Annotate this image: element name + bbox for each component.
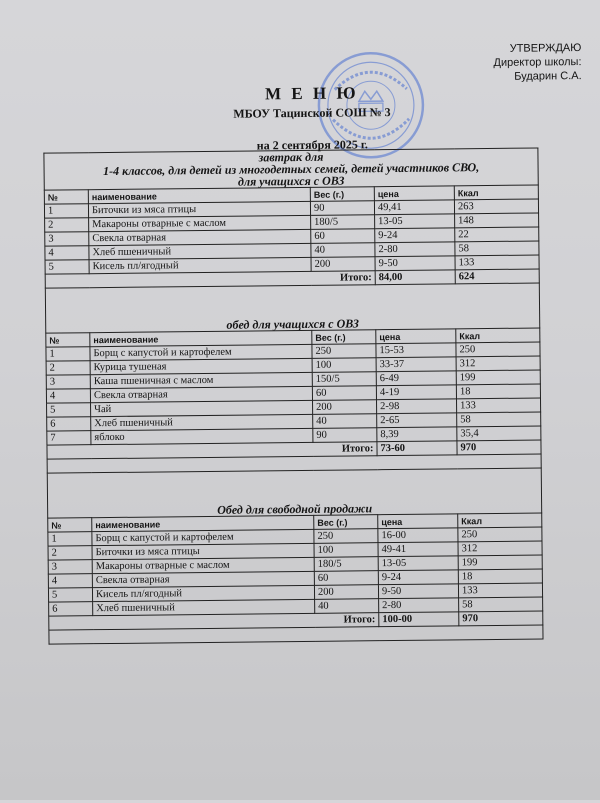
section-title-line: обед для учащихся с ОВЗ — [45, 283, 539, 333]
cell-num: 2 — [48, 546, 92, 560]
cell-kcal: 133 — [455, 255, 539, 270]
cell-name: Борщ с капустой и картофелем — [90, 344, 312, 360]
total-kcal: 624 — [455, 269, 539, 284]
school-name: МБОУ Тацинской СОШ № 3 — [233, 105, 391, 121]
cell-name: Курица тушеная — [90, 358, 312, 374]
cell-price: 13-05 — [378, 556, 458, 571]
cell-name: Борщ с капустой и картофелем — [92, 529, 314, 545]
cell-kcal: 58 — [459, 597, 543, 612]
cell-weight: 60 — [314, 571, 378, 586]
col-weight: Вес (г.) — [312, 330, 376, 345]
cell-price: 9-50 — [375, 256, 455, 271]
cell-price: 49-41 — [378, 542, 458, 557]
cell-weight: 250 — [314, 529, 378, 544]
cell-weight: 250 — [312, 344, 376, 359]
col-num: № — [48, 518, 92, 532]
cell-kcal: 22 — [455, 227, 539, 242]
cell-num: 7 — [47, 431, 91, 445]
cell-name: Свекла отварная — [90, 386, 312, 402]
cell-num: 1 — [46, 347, 90, 361]
cell-name: Каша пшеничная с маслом — [90, 372, 312, 388]
cell-kcal: 18 — [456, 384, 540, 399]
cell-weight: 180/5 — [311, 215, 375, 230]
col-price: цена — [374, 186, 454, 201]
cell-price: 15-53 — [376, 343, 456, 358]
cell-num: 5 — [47, 403, 91, 417]
cell-weight: 200 — [313, 400, 377, 415]
cell-price: 33-37 — [376, 357, 456, 372]
cell-num: 5 — [45, 260, 89, 274]
total-price: 100-00 — [379, 612, 459, 627]
cell-price: 4-19 — [376, 385, 456, 400]
cell-price: 9-24 — [378, 570, 458, 585]
approval-name: Бударин С.А. — [514, 70, 582, 83]
cell-num: 1 — [48, 532, 92, 546]
col-price: цена — [376, 329, 456, 344]
cell-weight: 100 — [312, 358, 376, 373]
col-num: № — [44, 190, 88, 204]
approval-block — [451, 41, 581, 84]
cell-kcal: 312 — [458, 541, 542, 556]
cell-price: 2-65 — [377, 413, 457, 428]
cell-kcal: 199 — [458, 555, 542, 570]
cell-price: 9-50 — [378, 584, 458, 599]
cell-num: 2 — [45, 218, 89, 232]
cell-name: Хлеб пшеничный — [93, 599, 315, 615]
cell-num: 3 — [46, 375, 90, 389]
cell-price: 13-05 — [375, 214, 455, 229]
cell-name: Хлеб пшеничный — [89, 243, 311, 259]
cell-num: 3 — [48, 560, 92, 574]
col-price: цена — [378, 514, 458, 529]
approval-position: Директор школы: — [493, 56, 582, 69]
cell-kcal: 199 — [456, 370, 540, 385]
total-kcal: 970 — [457, 440, 541, 455]
total-price: 84,00 — [375, 270, 455, 285]
cell-weight: 40 — [315, 599, 379, 614]
cell-name: Свекла отварная — [92, 571, 314, 587]
cell-name: Чай — [91, 400, 313, 416]
cell-price: 49,41 — [374, 200, 454, 215]
cell-num: 2 — [46, 361, 90, 375]
cell-price: 2-98 — [377, 399, 457, 414]
cell-kcal: 58 — [457, 412, 541, 427]
cell-price: 2-80 — [379, 598, 459, 613]
cell-weight: 180/5 — [314, 557, 378, 572]
total-kcal: 970 — [459, 611, 543, 626]
cell-price: 6-49 — [376, 371, 456, 386]
cell-weight: 40 — [313, 414, 377, 429]
cell-num: 3 — [45, 232, 89, 246]
section-title-lunch-free-sale — [47, 468, 541, 518]
cell-name: Макароны отварные с маслом — [89, 215, 311, 231]
cell-kcal: 312 — [456, 356, 540, 371]
cell-weight: 60 — [312, 386, 376, 401]
cell-kcal: 133 — [456, 398, 540, 413]
cell-name: Кисель пл/ягодный — [89, 257, 311, 273]
cell-kcal: 250 — [458, 527, 542, 542]
cell-name: Макароны отварные с маслом — [92, 557, 314, 573]
section-title-line: 1-4 классов, для детей из многодетных семей, детей участников СВО, — [102, 160, 480, 179]
cell-num: 1 — [44, 204, 88, 218]
cell-num: 5 — [48, 588, 92, 602]
cell-name: Биточки из мяса птицы — [92, 543, 314, 559]
cell-name: Свекла отварная — [89, 229, 311, 245]
cell-weight: 90 — [310, 201, 374, 216]
cell-kcal: 58 — [455, 241, 539, 256]
total-label: Итого: — [47, 442, 377, 459]
menu-table — [43, 147, 543, 644]
cell-kcal: 250 — [456, 342, 540, 357]
col-kcal: Ккал — [456, 328, 540, 343]
total-label: Итого: — [49, 613, 379, 630]
cell-kcal: 148 — [455, 213, 539, 228]
page-title: М Е Н Ю — [264, 83, 359, 104]
cell-weight: 60 — [311, 229, 375, 244]
cell-price: 8,39 — [377, 427, 457, 442]
total-label: Итого: — [45, 271, 375, 288]
approval-title: УТВЕРЖДАЮ — [509, 42, 582, 55]
section-title-line: завтрак для — [258, 149, 324, 165]
cell-price: 16-00 — [378, 528, 458, 543]
col-weight: Вес (г.) — [310, 187, 374, 202]
col-name: наименование — [88, 187, 310, 203]
total-price: 73-60 — [377, 441, 457, 456]
cell-weight: 90 — [313, 428, 377, 443]
cell-weight: 100 — [314, 543, 378, 558]
cell-kcal: 133 — [458, 583, 542, 598]
cell-num: 4 — [45, 246, 89, 260]
cell-name: яблоко — [91, 428, 313, 444]
cell-name: Кисель пл/ягодный — [92, 585, 314, 601]
section-title-lunch-ovz — [45, 283, 539, 333]
cell-num: 6 — [49, 602, 93, 616]
cell-kcal: 263 — [454, 199, 538, 214]
cell-weight: 200 — [311, 257, 375, 272]
cell-num: 4 — [48, 574, 92, 588]
cell-num: 6 — [47, 417, 91, 431]
col-weight: Вес (г.) — [314, 515, 378, 530]
cell-weight: 40 — [311, 243, 375, 258]
menu-date: на 2 сентября 2025 г. — [256, 137, 368, 153]
col-name: наименование — [90, 330, 312, 346]
cell-kcal: 35,4 — [457, 426, 541, 441]
cell-num: 4 — [46, 389, 90, 403]
col-num: № — [46, 333, 90, 347]
cell-weight: 150/5 — [312, 372, 376, 387]
cell-price: 2-80 — [375, 242, 455, 257]
cell-price: 9-24 — [375, 228, 455, 243]
cell-name: Хлеб пшеничный — [91, 414, 313, 430]
col-kcal: Ккал — [458, 513, 542, 528]
cell-kcal: 18 — [458, 569, 542, 584]
section-title-line: Обед для свободной продажи — [47, 468, 541, 518]
cell-name: Биточки из мяса птицы — [88, 201, 310, 217]
section-title-line: для учащихся с ОВЗ — [237, 173, 345, 189]
cell-weight: 200 — [314, 585, 378, 600]
col-name: наименование — [92, 515, 314, 531]
col-kcal: Ккал — [454, 185, 538, 200]
section-title-breakfast — [44, 148, 538, 190]
